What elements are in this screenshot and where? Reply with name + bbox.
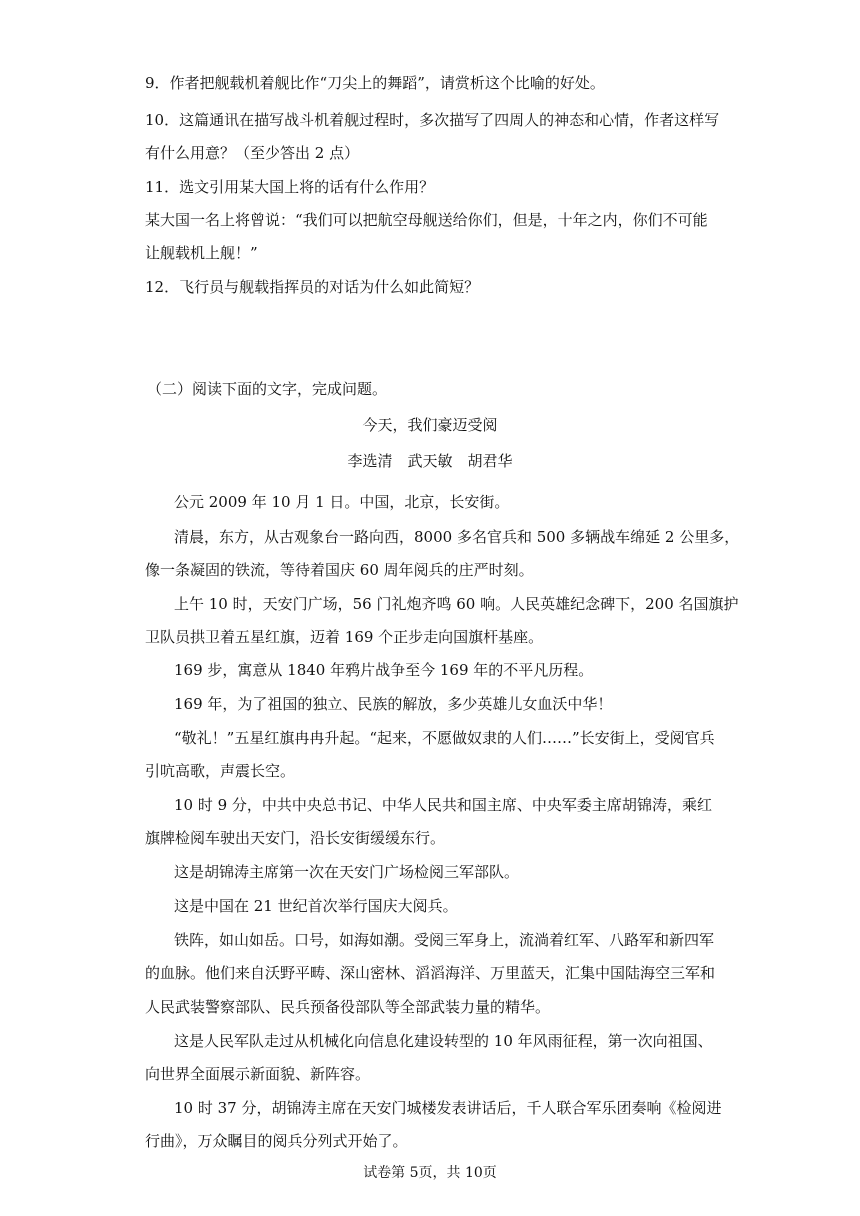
- question-12: 12．飞行员与舰载指挥员的对话为什么如此简短？: [145, 278, 480, 296]
- paragraph-7-line-2: 旗牌检阅车驶出天安门，沿长安街缓缓东行。: [145, 829, 446, 847]
- article-authors: 李选清 武天敏 胡君华: [347, 452, 513, 470]
- paragraph-9-line-1: 这是中国在 21 世纪首次举行国庆大阅兵。: [174, 897, 458, 915]
- paragraph-10-line-2: 的血脉。他们来自沃野平畴、深山密林、滔滔海洋、万里蓝天，汇集中国陆海空三军和: [145, 964, 716, 982]
- paragraph-12-line-1: 10 时 37 分，胡锦涛主席在天安门城楼发表讲话后，千人联合军乐团奏响《检阅进: [174, 1099, 722, 1117]
- paragraph-1-line-1: 公元 2009 年 10 月 1 日。中国，北京，长安街。: [174, 493, 510, 511]
- question-9: 9．作者把舰载机着舰比作“刀尖上的舞蹈”，请赏析这个比喻的好处。: [145, 74, 605, 92]
- quote-line-1: 某大国一名上将曾说：“我们可以把航空母舰送给你们，但是，十年之内，你们不可能: [145, 211, 708, 229]
- page-footer: 试卷第 5页，共 10页: [363, 1165, 497, 1181]
- paragraph-4-line-1: 169 步，寓意从 1840 年鸦片战争至今 169 年的不平凡历程。: [174, 661, 594, 679]
- paragraph-2-line-2: 像一条凝固的铁流，等待着国庆 60 周年阅兵的庄严时刻。: [145, 561, 534, 579]
- paragraph-10-line-3: 人民武装警察部队、民兵预备役部队等全部武装力量的精华。: [145, 998, 551, 1016]
- question-10-line-1: 10．这篇通讯在描写战斗机着舰过程时，多次描写了四周人的神态和心情，作者这样写: [145, 111, 720, 129]
- paragraph-11-line-2: 向世界全面展示新面貌、新阵容。: [145, 1065, 371, 1083]
- paragraph-12-line-2: 行曲》，万众瞩目的阅兵分列式开始了。: [145, 1132, 408, 1150]
- paragraph-5-line-1: 169 年，为了祖国的独立、民族的解放，多少英雄儿女血沃中华！: [174, 695, 613, 713]
- section-intro: （二）阅读下面的文字，完成问题。: [147, 380, 388, 398]
- article-title: 今天，我们豪迈受阅: [362, 416, 498, 434]
- paragraph-3-line-2: 卫队员拱卫着五星红旗，迈着 169 个正步走向国旗杆基座。: [145, 628, 544, 646]
- paragraph-8-line-1: 这是胡锦涛主席第一次在天安门广场检阅三军部队。: [174, 863, 520, 881]
- paragraph-3-line-1: 上午 10 时，天安门广场，56 门礼炮齐鸣 60 响。人民英雄纪念碑下，200 名国旗护: [174, 595, 739, 613]
- paragraph-11-line-1: 这是人民军队走过从机械化向信息化建设转型的 10 年风雨征程，第一次向祖国、: [174, 1032, 713, 1050]
- question-11: 11．选文引用某大国上将的话有什么作用？: [145, 178, 435, 196]
- paragraph-6-line-1: “敬礼！”五星红旗冉冉升起。“起来，不愿做奴隶的人们……”长安街上，受阅官兵: [174, 729, 715, 747]
- question-10-line-2: 有什么用意？（至少答出 2 点）: [145, 144, 360, 162]
- paragraph-2-line-1: 清晨，东方，从古观象台一路向西，8000 多名官兵和 500 多辆战车绵延 2 公里多，: [174, 528, 740, 546]
- paragraph-7-line-1: 10 时 9 分，中共中央总书记、中华人民共和国主席、中央军委主席胡锦涛，乘红: [174, 796, 712, 814]
- paragraph-6-line-2: 引吭高歌，声震长空。: [145, 762, 296, 780]
- paragraph-10-line-1: 铁阵，如山如岳。口号，如海如潮。受阅三军身上，流淌着红军、八路军和新四军: [174, 931, 715, 949]
- quote-line-2: 让舰载机上舰！”: [145, 244, 258, 262]
